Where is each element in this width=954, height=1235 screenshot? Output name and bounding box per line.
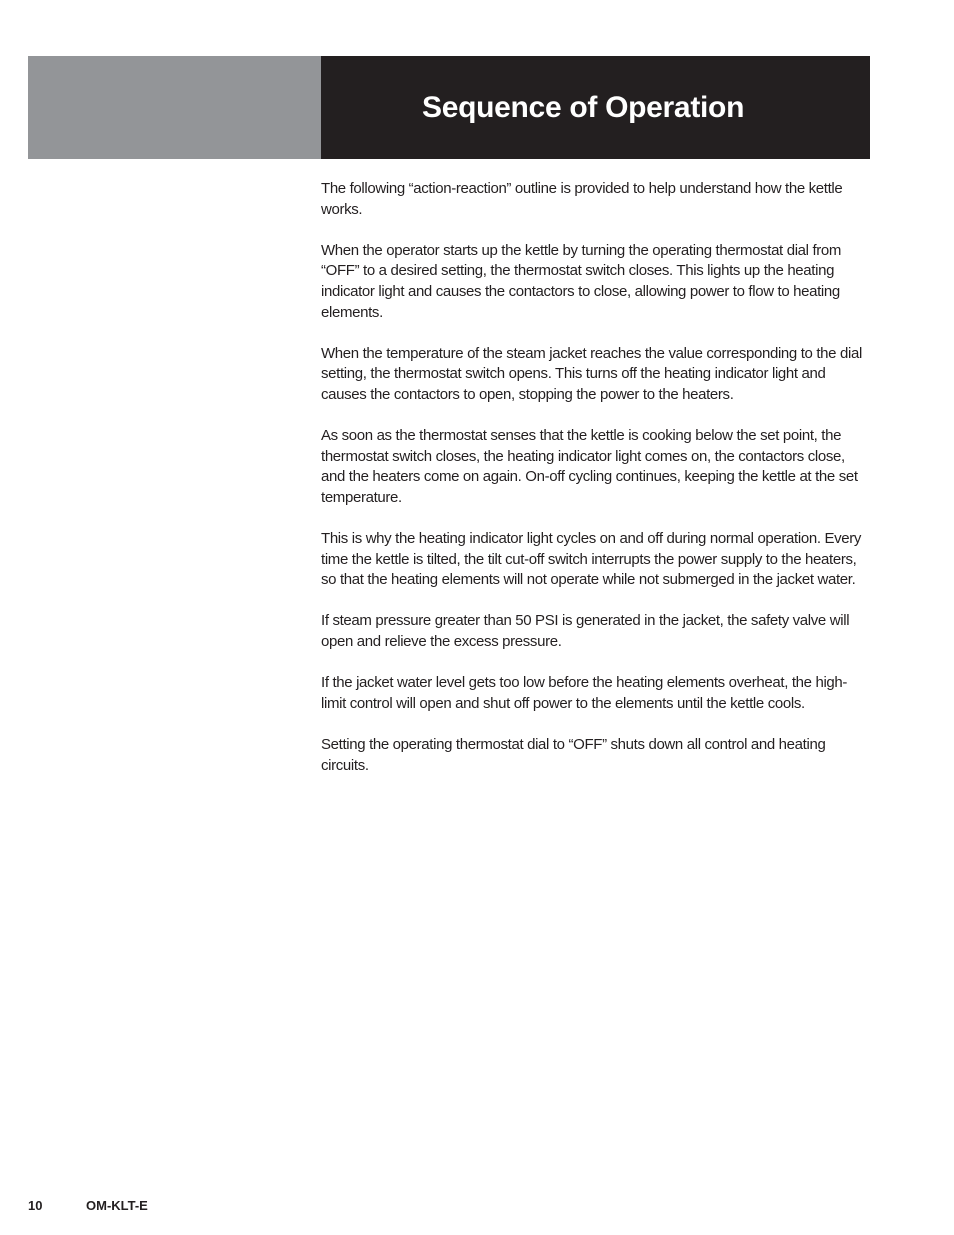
paragraph: Setting the operating thermostat dial to “OFF” shuts down all control and heating circuits. [321,736,826,774]
page-number: 10 [28,1198,43,1213]
paragraph: If steam pressure greater than 50 PSI is generated in the jacket, the safety valve will open and relieve the excess pressure. [321,612,850,651]
body-text [321,179,869,797]
page-title: Sequence of Operation [422,91,745,124]
paragraph: This is why the heating indicator light cycles on and off during normal operation. Every time the kettle is tilted, the tilt cut-off switch interrupts the power supply to the heaters, so that the heating elements will not operate while not submerged in the jacket water. [321,530,862,589]
page-footer [28,1198,148,1213]
paragraph: As soon as the thermostat senses that the kettle is cooking below the set point, the thermostat switch closes, the heating indicator light comes on, the contactors close, and the heaters come on again. On-off cycling continues, keeping the kettle at the set temperature. [321,427,858,506]
paragraph: The following “action-reaction” outline is provided to help understand how the kettle works. [321,180,843,218]
header-gray-block [28,56,321,159]
paragraph: When the operator starts up the kettle by turning the operating thermostat dial from “OFF” to a desired setting, the thermostat switch closes. This lights up the heating indicator light and causes the contactors to close, allowing power to flow to heating elements. [321,241,842,321]
document-code: OM-KLT-E [86,1198,148,1213]
paragraph: If the jacket water level gets too low before the heating elements overheat, the high-limit control will open and shut off power to the elements until the kettle cools. [321,674,848,712]
paragraph: When the temperature of the steam jacket reaches the value corresponding to the dial setting, the thermostat switch opens. This turns off the heating indicator light and causes the contactors to open, stopping the power to the heaters. [321,344,862,403]
header-black-block [321,56,870,159]
